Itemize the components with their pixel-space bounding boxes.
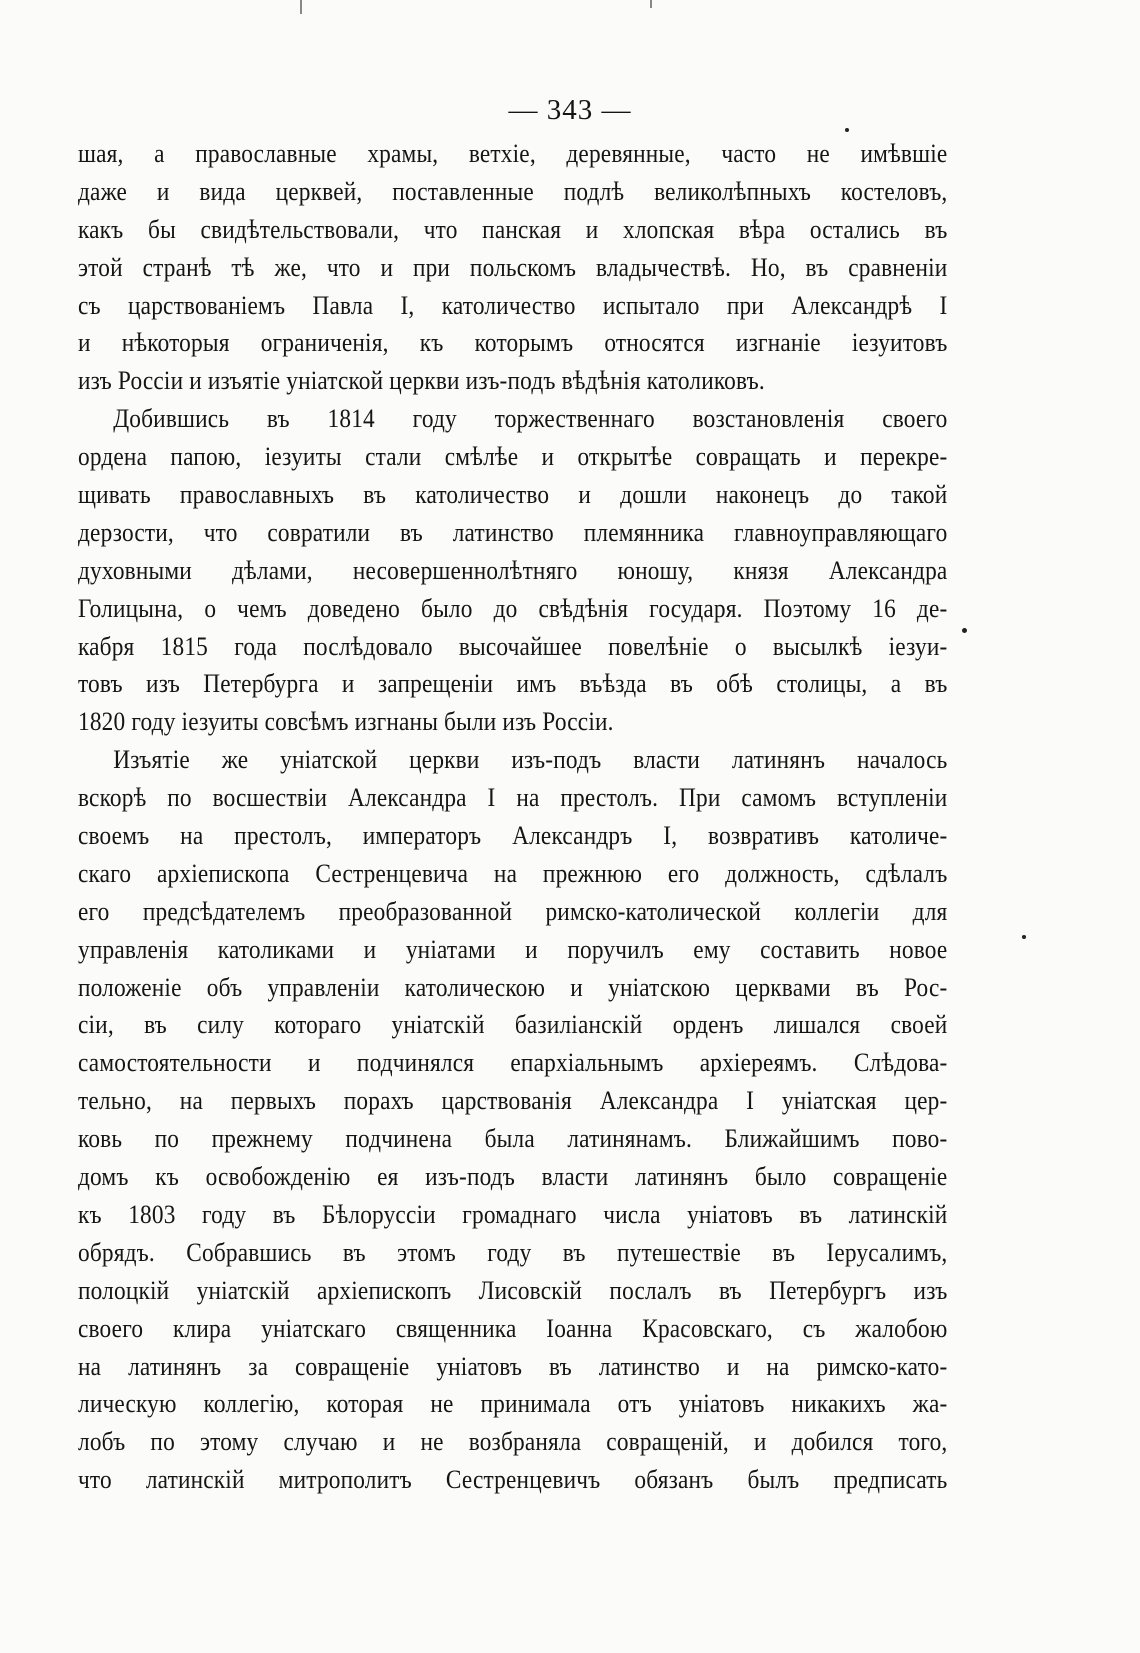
text-line: какъ бы свидѣтельствовали, что панская и хлопская вѣра остались въ — [78, 213, 948, 244]
text-line: полоцкій уніатскій архіепископъ Лисовскій послалъ въ Петербургъ изъ — [78, 1274, 948, 1305]
text-line: и нѣкоторыя ограниченія, къ которымъ относятся изгнаніе іезуитовъ — [78, 327, 948, 358]
text-line: на латинянъ за совращеніе уніатовъ въ латинство и на римско-като- — [78, 1350, 948, 1381]
text-line: самостоятельности и подчинялся епархіальнымъ архіереямъ. Слѣдова- — [78, 1047, 948, 1078]
text-line: изъ Россіи и изъятіе уніатской церкви изъ-подъ вѣдѣнія католиковъ. — [78, 365, 765, 396]
text-line: лическую коллегію, которая не принимала отъ уніатовъ никакихъ жа- — [78, 1388, 948, 1419]
text-line: скаго архіепископа Сестренцевича на прежнюю его должность, сдѣлалъ — [78, 857, 948, 888]
text-line: домъ къ освобожденію ея изъ-подъ власти латинянъ было совращеніе — [78, 1161, 948, 1192]
text-line: лобъ по этому случаю и не возбраняла совращеній, и добился того, — [78, 1426, 948, 1457]
text-line: вскорѣ по восшествіи Александра I на престолъ. При самомъ вступленіи — [78, 782, 948, 813]
scan-mark — [300, 0, 302, 14]
text-line: своемъ на престолъ, императоръ Александръ I, возвративъ католиче- — [78, 820, 948, 851]
text-line: своего клира уніатскаго священника Іоанна Красовскаго, съ жалобою — [78, 1312, 948, 1343]
ink-speck — [1022, 935, 1026, 939]
text-line: ковь по прежнему подчинена была латинянамъ. Ближайшимъ пово- — [78, 1123, 948, 1154]
page-number: — 343 — — [508, 94, 632, 126]
text-line: 1820 году іезуиты совсѣмъ изгнаны были изъ Россіи. — [78, 706, 614, 737]
text-line: съ царствованіемъ Павла I, католичество испытало при Александрѣ I — [78, 289, 948, 320]
text-line: щивать православныхъ въ католичество и дошли наконецъ до такой — [78, 479, 948, 510]
text-body — [78, 135, 948, 1499]
text-line: тельно, на первыхъ порахъ царствованія Александра I уніатская цер- — [78, 1085, 948, 1116]
text-line: даже и вида церквей, поставленные подлѣ великолѣпныхъ костеловъ, — [78, 175, 948, 206]
ink-speck — [845, 128, 849, 132]
text-line: сіи, въ силу котораго уніатскій базиліанскій орденъ лишался своей — [78, 1009, 948, 1040]
text-line: этой странѣ тѣ же, что и при польскомъ владычествѣ. Но, въ сравненіи — [78, 251, 948, 282]
text-line: управленія католиками и уніатами и поручилъ ему составить новое — [78, 933, 948, 964]
text-line: дерзости, что совратили въ латинство племянника главноуправляющаго — [78, 516, 948, 547]
text-line: его предсѣдателемъ преобразованной римско-католической коллегіи для — [78, 895, 948, 926]
text-line: обрядъ. Собравшись въ этомъ году въ путешествіе въ Іерусалимъ, — [78, 1236, 948, 1267]
ink-speck — [962, 628, 967, 633]
paragraph-first-line: Добившись въ 1814 году торжественнаго возстановленія своего — [113, 403, 948, 434]
text-line: Голицына, о чемъ доведено было до свѣдѣнія государя. Поэтому 16 де- — [78, 592, 948, 623]
text-line: что латинскій митрополитъ Сестренцевичъ обязанъ былъ предписать — [78, 1464, 948, 1495]
text-line: шая, а православные храмы, ветхіе, деревянные, часто не имѣвшіе — [78, 138, 948, 168]
text-line: положеніе объ управленіи католическою и уніатскою церквами въ Рос- — [78, 971, 948, 1002]
paragraph-first-line: Изъятіе же уніатской церкви изъ-подъ власти латинянъ началось — [113, 744, 948, 775]
text-line: кабря 1815 года послѣдовало высочайшее повелѣніе о высылкѣ іезуи- — [78, 630, 948, 661]
text-line: къ 1803 году въ Бѣлоруссіи громаднаго числа уніатовъ въ латинскій — [78, 1198, 948, 1229]
text-line: духовными дѣлами, несовершеннолѣтняго юношу, князя Александра — [78, 554, 948, 585]
scan-mark — [650, 0, 652, 8]
text-line: товъ изъ Петербурга и запрещеніи имъ въѣзда въ обѣ столицы, а въ — [78, 668, 948, 699]
text-line: ордена папою, іезуиты стали смѣлѣе и открытѣе совращать и перекре- — [78, 441, 948, 472]
